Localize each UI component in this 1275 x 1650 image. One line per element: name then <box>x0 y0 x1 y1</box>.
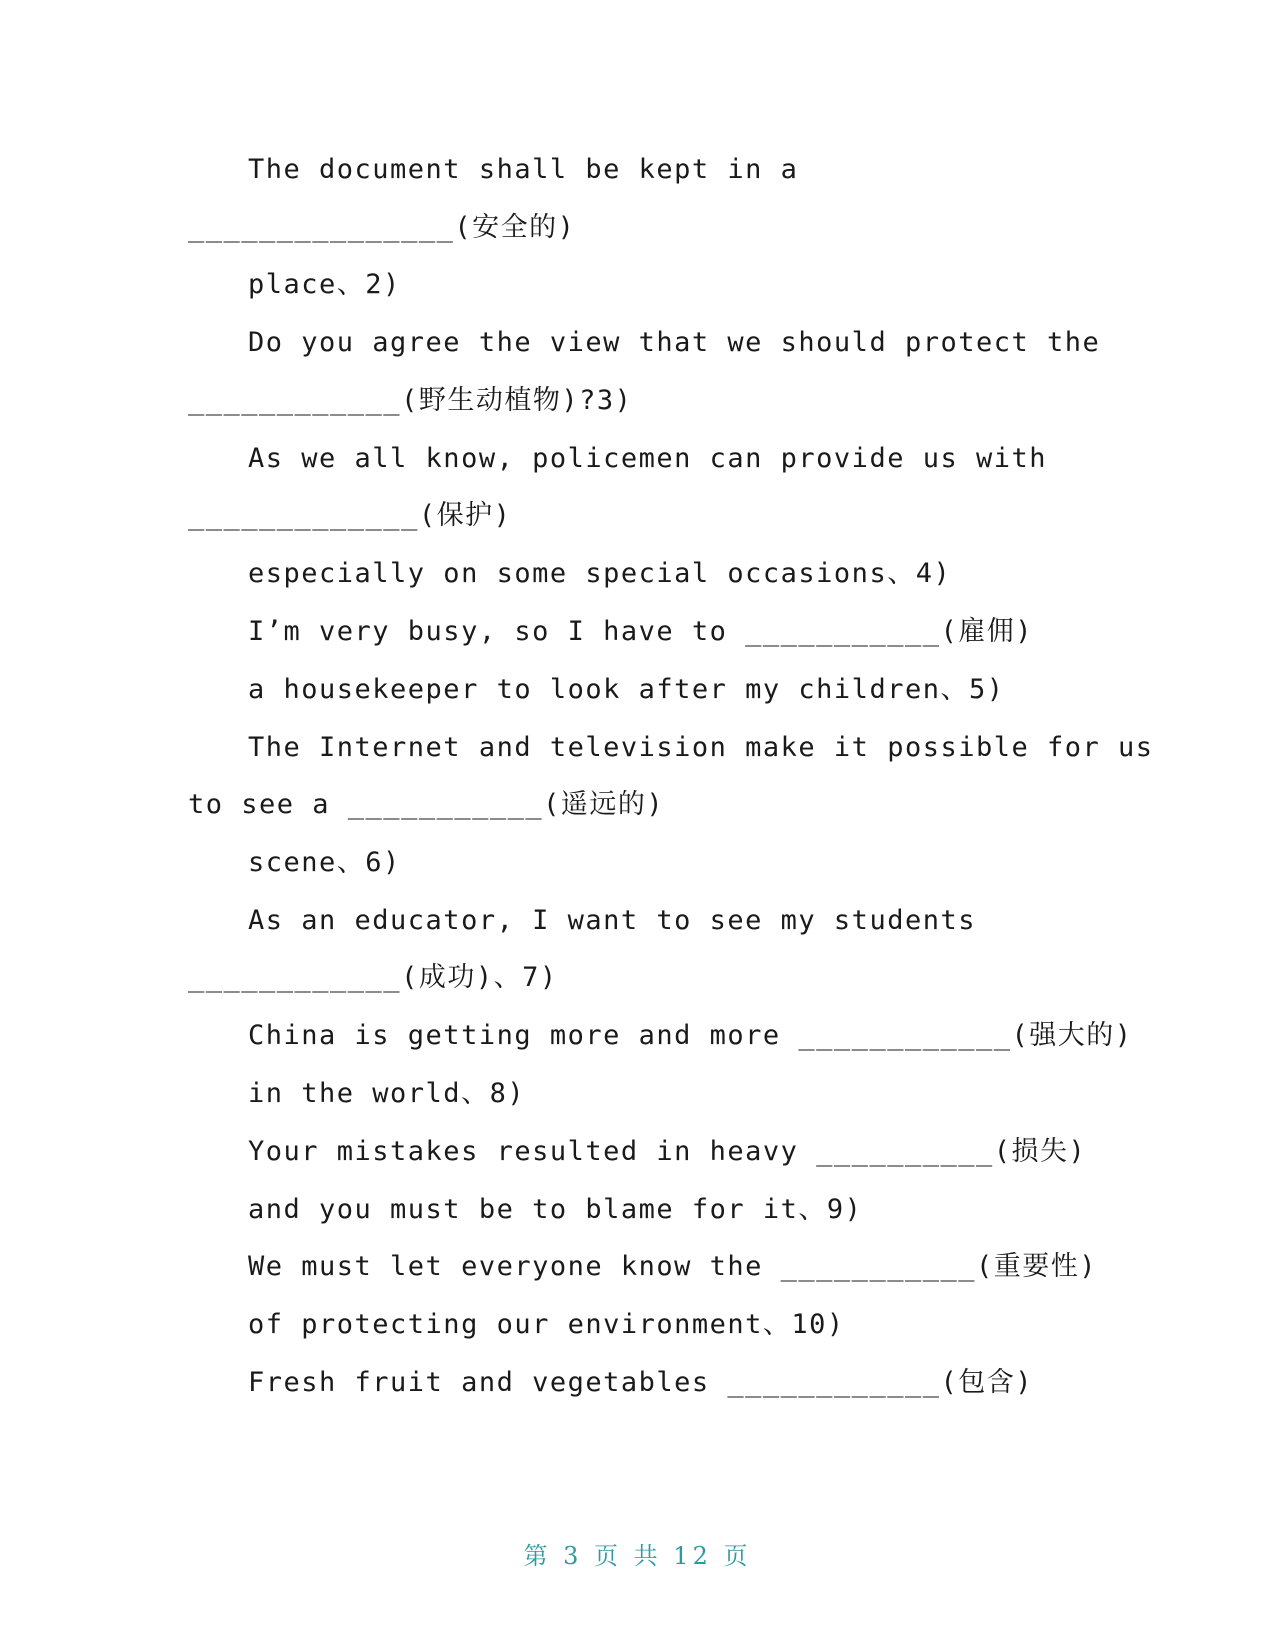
text-line-20: We must let everyone know the ___________(重要性) <box>248 1251 1097 1282</box>
text-line-3: place、2) <box>248 269 401 300</box>
text-line-17: in the world、8) <box>248 1078 526 1109</box>
text-line-15: ____________(成功)、7) <box>188 962 558 993</box>
text-line-6: As we all know, policemen can provide us with <box>248 443 1047 474</box>
text-line-5: ____________(野生动植物)?3) <box>188 385 633 416</box>
text-line-8: especially on some special occasions、4) <box>248 558 952 589</box>
text-line-7: _____________(保护) <box>188 500 512 531</box>
text-line-12: to see a ___________(遥远的) <box>188 789 665 820</box>
text-line-19: and you must be to blame for it、9) <box>248 1194 863 1225</box>
text-line-22: Fresh fruit and vegetables ____________(包含) <box>248 1367 1033 1398</box>
text-line-4: Do you agree the view that we should protect the <box>248 327 1101 358</box>
text-line-14: As an educator, I want to see my students <box>248 905 976 936</box>
text-line-21: of protecting our environment、10) <box>248 1309 845 1340</box>
text-line-2: _______________(安全的) <box>188 212 576 243</box>
text-line-16: China is getting more and more ____________(强大的) <box>248 1020 1133 1051</box>
text-line-9: I’m very busy, so I have to ___________(雇佣) <box>248 616 1033 647</box>
text-line-13: scene、6) <box>248 847 401 878</box>
text-line-10: a housekeeper to look after my children、5) <box>248 674 1005 705</box>
text-line-18: Your mistakes resulted in heavy __________(损失) <box>248 1136 1087 1167</box>
text-line-1: The document shall be kept in a <box>248 154 799 185</box>
page-number-footer: 第 3 页 共 12 页 <box>523 1542 752 1570</box>
text-line-11: The Internet and television make it possible for us <box>248 732 1154 763</box>
